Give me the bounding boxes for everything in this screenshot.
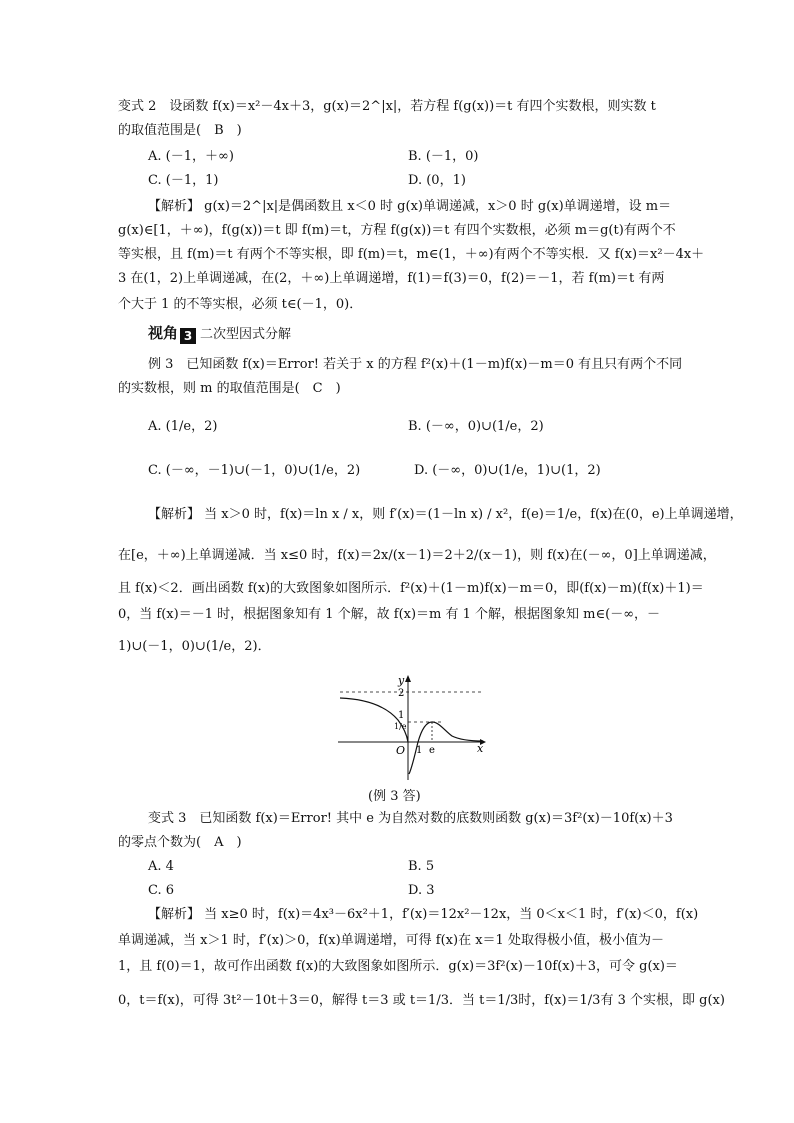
variant2-option-b: B. (－1，0) xyxy=(408,149,479,164)
variant2-question-line1: 变式 2 设函数 f(x)＝x²－4x＋3，g(x)＝2^|x|，若方程 f(g(x))＝t 有四个实数根，则实数 t xyxy=(118,99,656,114)
example3-function-graph xyxy=(338,672,488,782)
y-axis-arrow xyxy=(405,675,411,682)
variant2-solution-line4: 3 在(1，2)上单调递减，在(2，＋∞)上单调递增，f(1)＝f(3)＝0，f(2)＝－1，若 f(m)＝t 有两 xyxy=(118,271,665,286)
variant3-solution-line1: 【解析】 当 x≥0 时，f(x)＝4x³－6x²＋1，f′(x)＝12x²－12x，当 0＜x＜1 时，f′(x)＜0，f(x) xyxy=(148,907,699,922)
example3-question-line2: 的实数根，则 m 的取值范围是( C ) xyxy=(118,381,341,396)
variant3-option-c: C. 6 xyxy=(148,883,175,898)
x-axis-label: x xyxy=(477,742,484,755)
y-tick-2: 2 xyxy=(398,688,405,699)
variant2-question-line2: 的取值范围是( B ) xyxy=(118,123,242,138)
section-heading xyxy=(148,322,291,344)
x-tick-e: e xyxy=(429,745,435,756)
variant3-solution-line3: 1，且 f(0)＝1，故可作出函数 f(x)的大致图象如图所示．g(x)＝3f²(x)－10f(x)＋3，可令 g(x)＝ xyxy=(118,959,678,974)
variant3-option-b: B. 5 xyxy=(408,859,435,874)
variant3-solution-line2: 单调递减，当 x＞1 时，f′(x)＞0，f(x)单调递增，可得 f(x)在 x＝1 处取得极小值，极小值为－ xyxy=(118,933,664,948)
x-tick-1: 1 xyxy=(416,745,423,756)
variant3-option-a: A. 4 xyxy=(148,859,174,874)
heading-number-badge: 3 xyxy=(180,328,196,344)
example3-solution-line2: 在[e，＋∞)上单调递减．当 x≤0 时，f(x)＝2x/(x－1)＝2＋2/(x－1)，则 f(x)在(－∞，0]上单调递减， xyxy=(118,548,716,563)
variant3-question-line1: 变式 3 已知函数 f(x)＝Error! 其中 e 为自然对数的底数则函数 g(x)＝3f²(x)－10f(x)＋3 xyxy=(148,811,673,826)
example3-solution-line5: 1)∪(－1，0)∪(1/e，2)． xyxy=(118,639,271,654)
example3-solution-line1: 【解析】 当 x＞0 时，f(x)＝ln x / x，则 f′(x)＝(1－ln x) / x²，f(e)＝1/e，f(x)在(0，e)上单调递增， xyxy=(148,507,743,522)
origin-label: O xyxy=(396,744,406,757)
heading-label: 视角 xyxy=(148,324,179,342)
variant2-solution-line2: g(x)∈[1，＋∞)，f(g(x))＝t 即 f(m)＝t，方程 f(g(x))＝t 有四个实数根，必须 m＝g(t)有两个不 xyxy=(118,223,676,238)
variant2-option-c: C. (－1，1) xyxy=(148,173,219,188)
y-tick-inv-e: 1/e xyxy=(394,722,407,731)
variant2-solution-line5: 个大于 1 的不等实根，必须 t∈(－1，0)． xyxy=(118,297,363,312)
example3-solution-line4: 0，当 f(x)＝－1 时，根据图象知有 1 个解，故 f(x)＝m 有 1 个解，根据图象知 m∈(－∞，－ xyxy=(118,607,661,622)
heading-subtitle: 二次型因式分解 xyxy=(200,327,292,342)
variant2-solution-line1: 【解析】 g(x)＝2^|x|是偶函数且 x＜0 时 g(x)单调递减，x＞0 时 g(x)单调递增，设 m＝ xyxy=(148,199,672,214)
variant3-solution-line4: 0，t＝f(x)，可得 3t²－10t＋3＝0，解得 t＝3 或 t＝1/3．当 t＝1/3时，f(x)＝1/3有 3 个实根，即 g(x) xyxy=(118,993,725,1008)
variant3-question-line2: 的零点个数为( A ) xyxy=(118,835,242,850)
example3-option-a: A. (1/e，2) xyxy=(148,419,218,434)
variant2-option-d: D. (0，1) xyxy=(408,173,466,188)
y-tick-1: 1 xyxy=(398,710,405,721)
example3-option-d: D. (－∞，0)∪(1/e，1)∪(1，2) xyxy=(414,463,601,478)
variant3-option-d: D. 3 xyxy=(408,883,435,898)
example3-solution-line3: 且 f(x)＜2．画出函数 f(x)的大致图象如图所示．f²(x)＋(1－m)f(x)－m＝0，即(f(x)－m)(f(x)＋1)＝ xyxy=(118,581,704,596)
example3-option-b: B. (－∞，0)∪(1/e，2) xyxy=(408,419,544,434)
y-axis-label: y xyxy=(398,674,405,687)
example3-question-line1: 例 3 已知函数 f(x)＝Error! 若关于 x 的方程 f²(x)＋(1－m)f(x)－m＝0 有且只有两个不同 xyxy=(148,357,683,372)
variant2-solution-line3: 等实根，且 f(m)＝t 有两个不等实根，即 f(m)＝t，m∈(1，＋∞)有两个不等实根．又 f(x)＝x²－4x＋ xyxy=(118,247,705,262)
example3-option-c: C. (－∞，－1)∪(－1，0)∪(1/e，2) xyxy=(148,463,361,478)
graph-caption: (例 3 答) xyxy=(368,789,421,804)
variant2-option-a: A. (－1，＋∞) xyxy=(148,149,234,164)
